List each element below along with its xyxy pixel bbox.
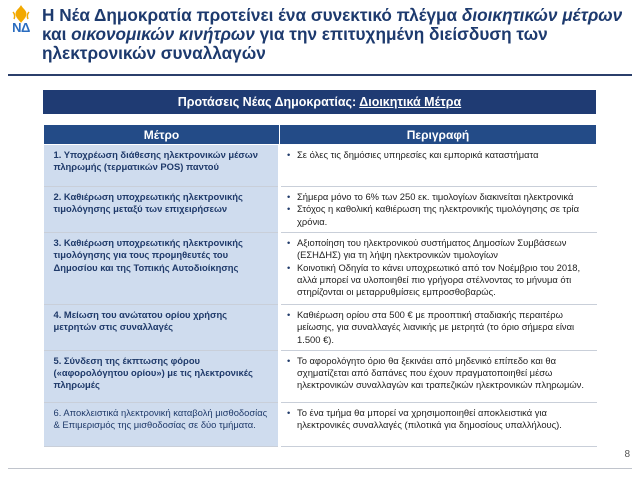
measure-cell: 1. Υποχρέωση διάθεσης ηλεκτρονικών μέσων πληρωμής (τερματικών POS) παντού bbox=[44, 145, 280, 187]
measures-table bbox=[43, 124, 597, 447]
description-bullet: • Αξιοποίηση του ηλεκτρονικού συστήματος Δημοσίων Συμβάσεων (ΕΣΗΔΗΣ) για τη λήψη ηλεκτρονικών τιμολογίων bbox=[287, 237, 591, 262]
footer-divider bbox=[8, 468, 632, 469]
banner-prefix: Προτάσεις Νέας Δημοκρατίας: bbox=[177, 95, 360, 109]
table-row bbox=[44, 233, 597, 305]
description-cell bbox=[280, 187, 597, 233]
logo-text: ΝΔ bbox=[12, 20, 30, 35]
banner-underlined: Διοικητικά Μέτρα bbox=[359, 95, 462, 109]
measure-cell: 5. Σύνδεση της έκπτωσης φόρου («αφορολόγητου ορίου») με τις ηλεκτρονικές πληρωμές bbox=[44, 350, 280, 402]
description-bullet: • Το αφορολόγητο όριο θα ξεκινάει από μηδενικό επίπεδο και θα σχηματίζεται από δαπάνες που έχουν πραγματοποιηθεί μέσω ηλεκτρονικών συναλλαγών και τραπεζικών ηλεκτρονικών πληρωμών. bbox=[287, 355, 591, 392]
table-row bbox=[44, 187, 597, 233]
page-title bbox=[42, 6, 634, 63]
description-cell bbox=[280, 305, 597, 351]
title-part1: Η Νέα Δημοκρατία προτείνει ένα συνεκτικό πλέγμα bbox=[42, 5, 462, 25]
description-bullet: • Στόχος η καθολική καθιέρωση της ηλεκτρονικής τιμολόγησης σε τρία χρόνια. bbox=[287, 203, 591, 228]
section-banner bbox=[43, 90, 596, 114]
description-bullet: • Σήμερα μόνο το 6% των 250 εκ. τιμολογίων διακινείται ηλεκτρονικά bbox=[287, 191, 591, 203]
table-row bbox=[44, 402, 597, 446]
measure-cell: 3. Καθιέρωση υποχρεωτικής ηλεκτρονικής τιμολόγησης για τους προμηθευτές του Δημοσίου και της Τοπικής Αυτοδιοίκησης bbox=[44, 233, 280, 305]
description-cell bbox=[280, 402, 597, 446]
description-cell bbox=[280, 350, 597, 402]
measure-cell: 2. Καθιέρωση υποχρεωτικής ηλεκτρονικής τιμολόγησης μεταξύ των επιχειρήσεων bbox=[44, 187, 280, 233]
measure-cell: 4. Μείωση του ανώτατου ορίου χρήσης μετρητών στις συναλλαγές bbox=[44, 305, 280, 351]
title-part2: διοικητικών μέτρων bbox=[461, 5, 623, 25]
description-cell bbox=[280, 145, 597, 187]
title-part3: και bbox=[42, 24, 72, 44]
description-bullet: • Σε όλες τις δημόσιες υπηρεσίες και εμπορικά καταστήματα bbox=[287, 149, 591, 161]
table-header-row bbox=[44, 125, 597, 145]
measure-cell: 6. Αποκλειστικά ηλεκτρονική καταβολή μισθοδοσίας & Επιμερισμός της μισθοδοσίας σε δύο τμήματα. bbox=[44, 402, 280, 446]
description-bullet: • Κοινοτική Οδηγία το κάνει υποχρεωτικό από τον Νοέμβριο του 2018, αλλά μπορεί να υλοποιηθεί πιο γρήγορα στέλνοντας το μήνυμα ότι στηρίζονται οι μεταρρυθμίσεις εμπροσθοβαρώς. bbox=[287, 262, 591, 299]
nd-logo bbox=[6, 4, 36, 44]
description-bullet: • Καθιέρωση ορίου στα 500 € με προοπτική σταδιακής περαιτέρω μείωσης, για συναλλαγές λιανικής με μετρητά (το όριο σήμερα είναι 1.500 €). bbox=[287, 309, 591, 346]
page-number: 8 bbox=[624, 449, 630, 460]
description-cell bbox=[280, 233, 597, 305]
header-measure: Μέτρο bbox=[44, 125, 280, 145]
title-part5: για την επιτυχημένη διείσδυση των ηλεκτρονικών συναλλαγών bbox=[42, 24, 548, 63]
description-bullet: • Το ένα τμήμα θα μπορεί να χρησιμοποιηθεί αποκλειστικά για ηλεκτρονικές συναλλαγές (πιλοτικά για δημοσίους υπαλλήλους). bbox=[287, 407, 591, 432]
table-row bbox=[44, 305, 597, 351]
header-description: Περιγραφή bbox=[280, 125, 597, 145]
title-divider bbox=[8, 74, 632, 76]
table-row bbox=[44, 350, 597, 402]
table-row bbox=[44, 145, 597, 187]
title-part4: οικονομικών κινήτρων bbox=[71, 24, 255, 44]
